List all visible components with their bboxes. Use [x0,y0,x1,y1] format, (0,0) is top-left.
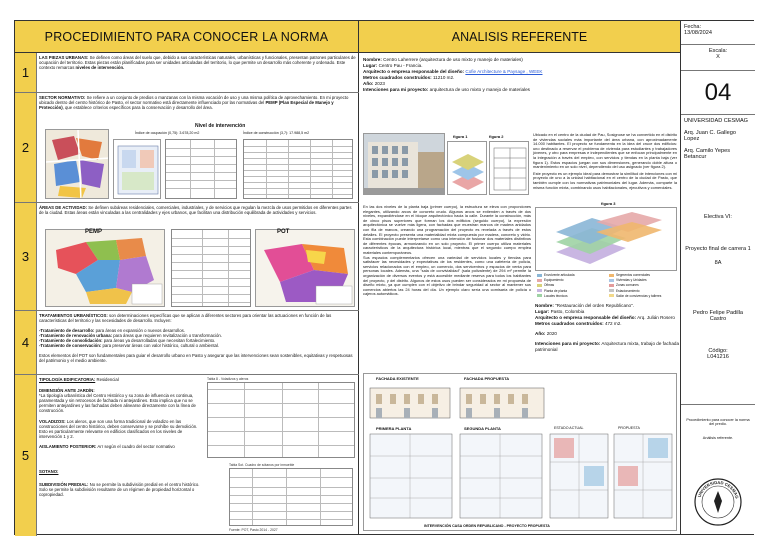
figure-3-legend-left [537,273,607,299]
row-body: son determinaciones específicas que se aplican a diferentes sectores para orientar las actuaciones en función de las características del territorio y las necesidades de desarrollo. Incluyen: [39,313,332,324]
activity-table [171,229,251,307]
norma-row-2 [15,93,359,203]
norma-title: PROCEDIMIENTO PARA CONOCER LA NORMA [15,21,358,53]
occupation-index: Índice de ocupación (0,75): 3.678,20 m2 [135,131,200,135]
info-label: Arquitecto o empresa responsable del diseño: [363,69,465,74]
board-sheet [14,20,754,535]
scale-label: Escala: [708,48,728,54]
pemp-map-image [45,229,165,307]
legend-swatch [537,289,542,292]
row-body: Residencial [95,377,119,382]
row-label: SUBDIVISIÓN PREDIAL: [39,482,89,488]
info-value: "Restauración del orden Republicano". [553,303,635,308]
sotanos-table-title: Tabla Sot. Cuadro de sótanos por inmueble [229,463,295,467]
legend-item: Viviendas y Unidades [609,278,679,283]
norma-row-4 [15,311,359,375]
construction-index: Índice de construcción (3,7): 17.988,5 m2 [243,131,310,135]
row-body-2: , que establece criterios específicos para la conservación y desarrollo del área. [62,105,213,111]
paragraph: En las dos niveles de la planta baja (primer cuerpo), la estructura se eleva con proporciones elegantes, utilizando arcos de concreto crudo. Algunos arcos se extienden a través de dos niveles, expandiéndose en el bloque arquitectónico hacia la calle. Durante la construcción, más de cinco pisos superiores que forman los dos edificios (seguido cuerpo), la expresión arquitectónica se vuelve más ligera, con fachadas que muestran marcos de madera anidados con fila de marcos, creando una programación del proyecto es revelada a través de estos detalles. El proyecto presenta una materialidad mixta compuesta por madera, concreto y vidrio. Esta combinación puede interpretarse como una intención de fusionar dos materiales distintivos de diferentes épocas, armonizando en un solo proyecto. El primer cuerpo utiliza materiales característicos de la arquitectura histórica local, mientras que el segundo cuerpo emplea materiales contemporáneos. [363,204,531,255]
legend-swatch [537,294,542,297]
project-name: Proyecto final de carrera 1 [685,246,751,252]
info-label: Año: [535,331,546,336]
content-description: Procedimiento para conocer la norma del predio. [686,418,750,426]
row-label: VOLADIZOS: [39,418,66,424]
treatment-text: para áreas en expansión o nuevos desarrollos. [94,328,185,334]
voladizos-table [207,382,355,458]
info-label: Lugar: [535,309,550,314]
legend-item: Locales técnicos [537,294,607,299]
paragraph: Ubicado en el centro de la ciudad de Pau, Sosignose se ha convertido en el distrito de viviendas sociales más importante del área urbana, con aproximadamente 14.000 habitantes. El proyecto se fundamenta en la idea del cruce dos edificios: uno destinado a reservar el problema de vivienda para estudiantes y trabajadores jóvenes, y otro para empresas e independientes que se enfocan principalmente en la integración a través del empleo, con servicios y tiendas en la planta baja (ver figura 1). Estos espacios juegan con sus dimensiones, generando doble altura o mantenimiento en un solo nivel, dependiendo del uso asignado (ver figura 2). [533,132,677,170]
scale-value: X [716,54,720,60]
legend-swatch [609,289,614,292]
pemp-map-label: PEMP [85,229,103,235]
info-value: 472 m2. [603,321,622,326]
info-value: Pasto, Colombia [549,309,585,314]
code-label: Código: [708,348,728,354]
sheet-number: 04 [681,71,755,115]
treatment-text: para áreas ya desarrolladas que necesitan fortalecimiento. [102,338,216,344]
intervention-plan-image [113,139,161,199]
legend-item: Salón de convivencias y talleres [609,294,679,299]
figure-1-photo [363,133,445,195]
construction-table [243,139,353,199]
legend-swatch [609,294,614,297]
row-body: Se refiere a un conjunto de predios o manzanas con la misma vocación de uso y una misma política de aprovechamiento. En mi proyecto ubicado dentro del centro histórico de Pasto, el sector normativo está directamente influenciado por las normativas del [39,95,349,106]
row-body: *La tipología urbanística del Centro Histórico y su zona de influencia es continua, paramentada y sin retrocesos de fachada ni antejardines. Esto implica que no se permiten antejardines y las fachadas deben alinearse directamente con la línea de construcción. [39,393,196,414]
paragraph: Sus espacios complementarios ofrecen una variedad de servicios locales y tiendas para satisfacer las necesidades y expectativas de los residentes, como una cafetería de policía, servicios relacionados con el empleo, un comercio, dos servicentros y espacios de venta para personas locales. Además, una "sala de convivialidad" (sala polivalente) de 294 m² permite la organización de diversos eventos y está accesible mediante reserva para todos los habitantes del proyecto, y del distrito. Algunos de estos usos pueden ser considerados en mi propuesta de diseño mixto, ya que cumplen con el objetivo de brindar seguridad al sector al mantener sus comercios abiertos las 24 horas del día. Un ejemplo claro sería una comisaría de policía o cajeros automáticos. [363,254,531,297]
legend-item: Planta de planta [537,289,607,294]
scale-cell [681,45,755,71]
code-cell [681,345,755,405]
info-value: Arq. Julián Rosero [636,315,675,320]
elective-label: Electiva VI: [704,214,732,220]
legend-item: Envolvente articulada [537,273,607,278]
figure-3-label: figura 3 [601,201,616,206]
info-label: Arquitecto o empresa responsable del diseño: [535,315,637,320]
professor-1: Arq. Juan C. Gallego Lopez [684,130,736,142]
row-number: 2 [15,93,37,202]
university-seal-icon [693,477,743,527]
date-value: 13/08/2024 [684,30,712,36]
norma-column [15,21,359,534]
date-label: Fecha: [684,24,702,30]
figure-3-axonometric [535,207,677,271]
row-text [39,55,356,90]
row-body: Los aleros, que son una forma tradicional de voladizo en las construcciones del centro histórico, deben conservarse y se prohíbe su demolición. Esto es particularmente relevante en edificios clasificados en los niveles de intervención 1 y 2. [39,418,198,439]
ref1-description-2 [363,205,531,297]
sotanos-table [229,468,353,526]
svg-text:UNIVERSIDAD CESMAG: UNIVERSIDAD CESMAG [696,479,740,500]
treatment-label: -Tratamiento de desarrollo: [39,328,95,334]
norma-row-5 [15,375,359,536]
pot-map-image [255,229,355,307]
legend-swatch [609,279,614,282]
info-label: Intenciones para mi proyecto: [535,341,601,346]
row-body: Se definen subáreas residenciales, comerciales, industriales, y de servicios que regulan la mezcla de usos permitidos en diferentes partes de la ciudad. Estas áreas están vinculadas a las centralidades y ejes urbanos, que facilitan una distribución equilibrada de actividades y servicios. [39,205,352,216]
info-label: Metros cuadrados construidos: [535,321,604,326]
row-number: 1 [15,53,37,92]
student-name: Pedro Felipe Padilla Castro [692,310,744,322]
treatment-text: para áreas que requieren revitalización o transformación. [112,333,222,339]
semester: 8A [714,260,722,266]
figure-1-diagram [447,141,487,195]
proposal-label: PROPUESTA [618,426,640,430]
paragraph: Este proyecto es un ejemplo ideal para demostrar la similitud de intenciones con mi proyecto de uno a la unidad habitacional en el centro de la ciudad de Pasto, que también cumple con los normativas patrimoniales del lugar. Además, comparte la misma función mixta, combinando usos habitacionales, ejecutivos y comerciales. [533,170,677,190]
row-number: 4 [15,311,37,374]
legend-item: Estacionamiento [609,289,679,294]
row-body: No se permite la subdivisión predial en el centro histórico. Solo se permite la subdivisión resultante de un régimen de propiedad horizontal o copropiedad. [39,482,200,498]
info-label: Año: [363,81,374,86]
date-cell [681,21,755,45]
professor-2: Arq. Camilo Yepes Betancur [684,148,731,160]
row-label: TIPOLOGÍA EDIFICATORIA: [39,377,96,382]
row-number: 5 [15,375,37,536]
legend-item: Ofimas [537,283,607,288]
legend-swatch [537,279,542,282]
figure-2-label: figura 2 [489,134,504,139]
info-value: Centro Laherrere (arquitectura de uso mixto y manejo de materiales) [381,57,523,62]
row-label: AISLAMIENTO POSTERIOR: [39,443,97,449]
row-text [39,313,356,372]
info-value: 2020 [545,331,557,336]
info-value: 2023 [373,81,385,86]
legend-item: Equipamiento [537,278,607,283]
treatment-label: -Tratamiento de renovación urbana: [39,333,113,339]
analysis-description: Análisis referente. [702,436,734,440]
row-label: SOTANO: [39,469,59,475]
legend-swatch [537,274,542,277]
pot-map-label: POT [277,229,290,235]
row-emphasis: PEMP (Plan Especial de Manejo y Protección) [39,100,334,111]
ref1-info [363,57,675,93]
referente-column [359,21,681,534]
legend-swatch [609,274,614,277]
elective-cell [681,211,755,235]
figure-3-legend-right [609,273,679,299]
row-label: ÁREAS DE ACTIVIDAD: [39,205,88,210]
intervention-map-image [45,129,109,199]
facade-proposed-label: FACHADA PROPUESTA [464,376,510,381]
legend-item: Segmentos comerciales [609,273,679,278]
norma-row-3 [15,203,359,311]
info-label: Intenciones para mi proyecto: [363,87,429,92]
info-label: Nombre: [535,303,554,308]
ref2-info [535,303,679,353]
facade-existing-label: FACHADA EXISTENTE [376,376,419,381]
legend-swatch [537,284,542,287]
title-block [681,21,755,534]
info-label: Lugar: [363,63,378,68]
student-cell [681,307,755,347]
info-label: Nombre: [363,57,382,62]
row-body: Se definen como áreas del suelo que, debido a sus características naturales, urbanísticas y funcionales, presentan patrones particulares de ocupación del territorio. Estas piezas están planificadas para ser unidades articuladas del territorio, lo que permite un desarrollo más coherente y ordenado. Este contexto remarcas [39,55,356,71]
treatment-text: para preservar áreas con valor histórico, cultural o ambiental. [101,343,220,349]
content-cell [681,405,755,477]
row-label: SECTOR NORMATIVO: [39,95,86,100]
ref1-description-1 [533,133,677,190]
treatment-label: -Tratamiento de consolidación: [39,338,103,344]
row-label: TRATAMIENTOS URBANÍSTICOS: [39,313,108,318]
row-label: LAS PIEZAS URBANAS: [39,55,89,60]
treatment-label: -Tratamiento de conservación: [39,343,102,349]
norma-row-1 [15,53,359,93]
project-cell [681,243,755,297]
voladizos-table-title: Tabla 8 - Voladizos y aleros [207,377,249,381]
sotanos-table-source: Fuente: POT, Pasto 2014 - 2027 [229,528,278,532]
current-state-label: ESTADO ACTUAL [554,426,584,430]
legend-swatch [609,284,614,287]
row-text [39,377,203,534]
architect-link[interactable]: Cofie Architecture & Paysage , WEEK [465,69,543,74]
info-value: Centro Pau - Francia. [377,63,423,68]
first-floor-label: PRIMERA PLANTA [376,426,412,431]
info-value: 11210 m2. [431,75,455,80]
info-value: Arquitectura mixta, trabajo de fachada patrimonial [535,341,680,352]
legend-item: Zonas comunes [609,283,679,288]
row-label: DIMENSIÓN ANTE JARDÍN: [39,388,95,394]
figure-2-diagram [489,141,529,195]
second-floor-label: SEGUNDA PLANTA [464,426,501,431]
ref2-drawing-panel [363,373,677,531]
ref2-caption: INTERVENCIÓN CASA ORDEN REPUBLICANO - PROYECTO PROPUESTA [424,524,550,528]
row-body: Arr según el cuadro del sector normativo [96,443,175,449]
row-number: 3 [15,203,37,310]
university-name: UNIVERSIDAD CESMAG [684,118,749,124]
treatment-closing: Estos elementos del POT son fundamentales para guiar el desarrollo urbano en Pasto y asegurar que las intervenciones sean sostenibles, equitativas y respetuosas del patrimonio y el medio ambiente. [39,352,353,363]
info-value: arquitectura de uso mixto y manejo de materiales [428,87,530,92]
row-emphasis: niveles de intervención. [75,65,125,71]
figure-1-label: figura 1 [453,134,468,139]
referente-title: ANALISIS REFERENTE [359,21,680,53]
code-value: L041216 [707,354,729,360]
occupation-table [165,139,237,199]
intervention-figure-title: Nivel de intervención [195,123,246,129]
info-label: Metros cuadrados construidos: [363,75,432,80]
